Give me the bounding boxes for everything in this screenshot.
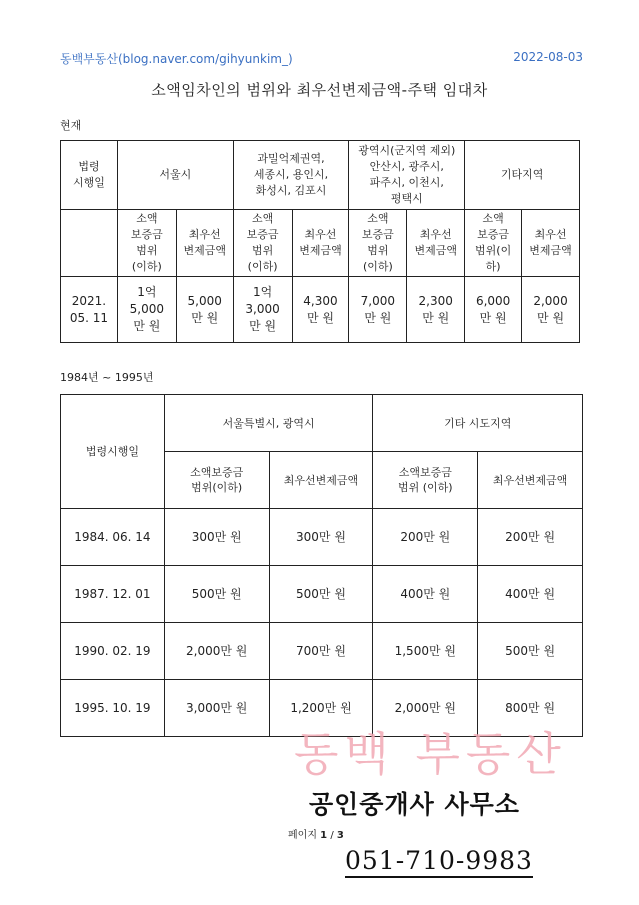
cell-value: 500만 원 <box>164 566 269 623</box>
history-section-label: 1984년 ~ 1995년 <box>60 371 154 384</box>
subheader-priority: 최우선 변제금액 <box>522 210 580 277</box>
cell-value: 700만 원 <box>269 623 373 680</box>
current-limits-table <box>60 140 580 343</box>
metro-deposit-value: 7,000 만 원 <box>349 277 407 343</box>
metro-priority-value: 2,300 만 원 <box>407 277 465 343</box>
cell-value: 400만 원 <box>478 566 583 623</box>
table-row <box>61 566 583 623</box>
cell-value: 400만 원 <box>373 566 478 623</box>
header-empty-cell <box>61 210 118 277</box>
overcrowded-deposit-value: 1억 3,000 만 원 <box>233 277 292 343</box>
cell-value: 1,200만 원 <box>269 680 373 737</box>
row-date: 2021. 05. 11 <box>61 277 118 343</box>
source-link[interactable]: 동백부동산(blog.naver.com/gihyunkim_) <box>60 52 293 66</box>
cell-value: 200만 원 <box>478 509 583 566</box>
history-limits-table <box>60 394 583 737</box>
subheader-priority: 최우선변제금액 <box>269 452 373 509</box>
cell-value: 3,000만 원 <box>164 680 269 737</box>
header-law-date: 법령시행일 <box>61 395 165 509</box>
row-date: 1995. 10. 19 <box>61 680 165 737</box>
subheader-priority: 최우선 변제금액 <box>407 210 465 277</box>
cell-value: 1,500만 원 <box>373 623 478 680</box>
row-date: 1984. 06. 14 <box>61 509 165 566</box>
other-priority-value: 2,000 만 원 <box>522 277 580 343</box>
watermark-text: 동백 부동산 <box>294 727 567 781</box>
office-name: 공인중개사 사무소 <box>309 790 520 819</box>
header-region-metro: 광역시(군지역 제외) 안산시, 광주시, 파주시, 이천시, 평택시 <box>349 141 465 210</box>
header-region-seoul-metro: 서울특별시, 광역시 <box>164 395 373 452</box>
header-region-other: 기타지역 <box>465 141 580 210</box>
table-row <box>61 623 583 680</box>
cell-value: 500만 원 <box>269 566 373 623</box>
subheader-deposit: 소액보증금 범위(이하) <box>164 452 269 509</box>
header-region-seoul: 서울시 <box>117 141 233 210</box>
print-date: 2022-08-03 <box>513 50 583 64</box>
seoul-deposit-value: 1억 5,000 만 원 <box>117 277 176 343</box>
cell-value: 2,000만 원 <box>164 623 269 680</box>
cell-value: 2,000만 원 <box>373 680 478 737</box>
header-law-date: 법령 시행일 <box>61 141 118 210</box>
other-deposit-value: 6,000 만 원 <box>465 277 522 343</box>
cell-value: 800만 원 <box>478 680 583 737</box>
cell-value: 500만 원 <box>478 623 583 680</box>
page-number: 페이지 1 / 3 <box>288 830 344 841</box>
header-region-other: 기타 시도지역 <box>373 395 583 452</box>
subheader-deposit: 소액보증금 범위 (이하) <box>373 452 478 509</box>
subheader-deposit: 소액 보증금 범위 (이하) <box>233 210 292 277</box>
subheader-priority: 최우선변제금액 <box>478 452 583 509</box>
table-row <box>61 509 583 566</box>
subheader-deposit: 소액 보증금 범위 (이하) <box>349 210 407 277</box>
row-date: 1990. 02. 19 <box>61 623 165 680</box>
overcrowded-priority-value: 4,300 만 원 <box>292 277 349 343</box>
current-section-label: 현재 <box>60 119 82 132</box>
cell-value: 300만 원 <box>164 509 269 566</box>
phone-number: 051-710-9983 <box>345 846 533 878</box>
cell-value: 300만 원 <box>269 509 373 566</box>
document-title: 소액임차인의 범위와 최우선변제금액-주택 임대차 <box>151 81 488 99</box>
subheader-priority: 최우선 변제금액 <box>176 210 233 277</box>
subheader-deposit: 소액 보증금 범위(이 하) <box>465 210 522 277</box>
cell-value: 200만 원 <box>373 509 478 566</box>
seoul-priority-value: 5,000 만 원 <box>176 277 233 343</box>
subheader-deposit: 소액 보증금 범위 (이하) <box>117 210 176 277</box>
subheader-priority: 최우선 변제금액 <box>292 210 349 277</box>
table-row <box>61 277 580 343</box>
header-region-overcrowded: 과밀억제권역, 세종시, 용인시, 화성시, 김포시 <box>233 141 349 210</box>
row-date: 1987. 12. 01 <box>61 566 165 623</box>
